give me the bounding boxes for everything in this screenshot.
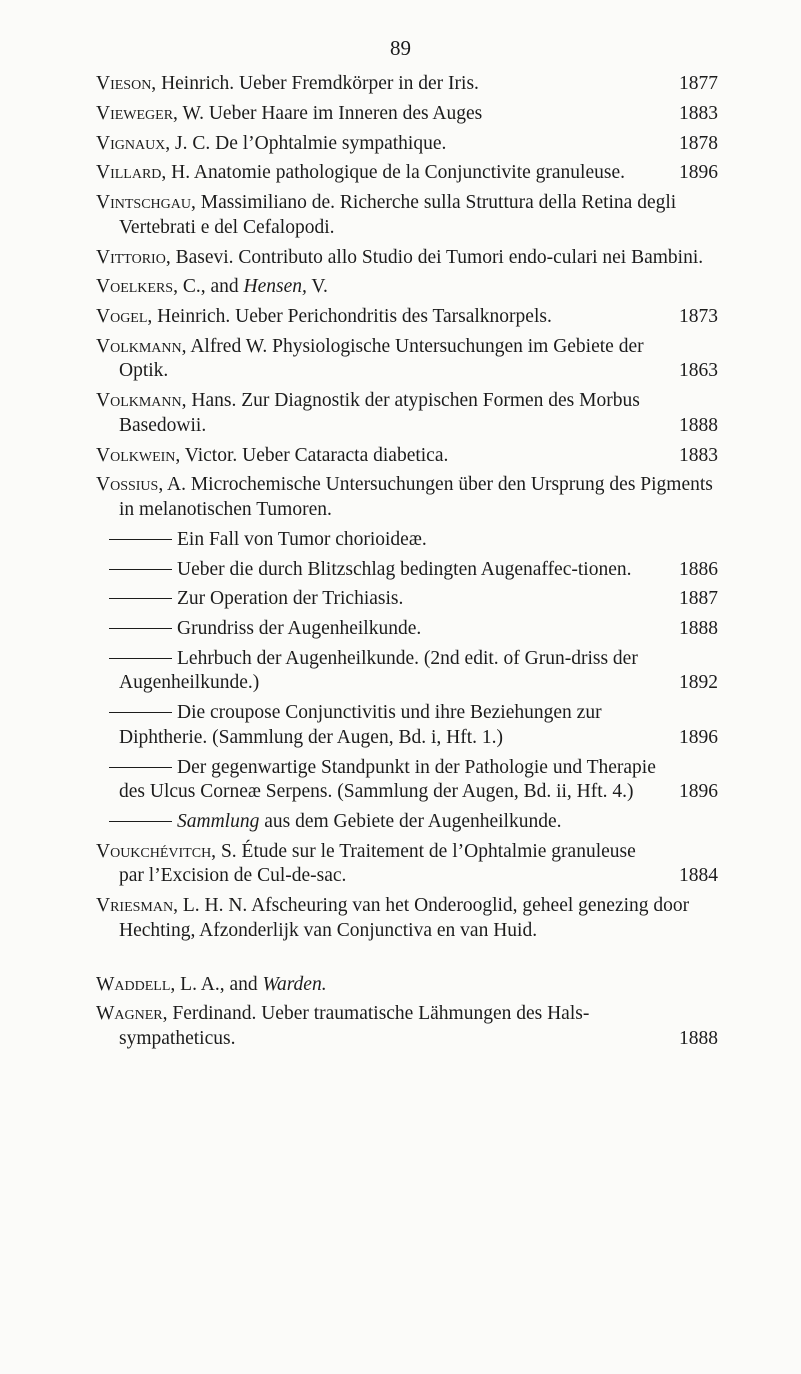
ditto-dash (109, 821, 172, 822)
entry-title: L. H. N. Afscheuring van het Onderooglid, geheel genezing door Hechting, Afzonderlijk van Conjunctiva en van Huid. (119, 895, 690, 941)
entry-title: Heinrich. Ueber Fremdkörper in der Iris. (156, 73, 479, 94)
entry-year: 1877 (679, 73, 718, 94)
ditto-dash (109, 658, 172, 659)
entry-text (96, 275, 718, 300)
entry-author: Wagner, (96, 1003, 168, 1025)
bibliography-entry (96, 617, 718, 642)
bibliography-entry (96, 840, 718, 889)
entry-title: C., and (177, 276, 244, 298)
entry-title: W. Ueber Haare im Inneren des Auges (177, 102, 483, 124)
section-gap (96, 949, 718, 973)
entry-text (96, 389, 718, 438)
entry-year: 1884 (679, 865, 718, 887)
entry-text (96, 647, 718, 696)
entry-author: Villard, (96, 162, 167, 184)
entry-title: L. A., and (175, 973, 263, 995)
entry-year: 1883 (679, 102, 718, 124)
entry-author: Vintschgau, (96, 192, 196, 214)
entry-title: S. Étude sur le Traitement de l’Ophtalmie granuleuse par l’Excision de Cul-de-sac. (119, 840, 636, 887)
page-number: 89 (390, 36, 411, 60)
entry-title: Victor. Ueber Cataracta diabetica. (180, 444, 449, 466)
entry-text (96, 444, 718, 469)
entry-author: Voukchévitch, (96, 840, 217, 862)
entry-author: Volkmann, (96, 390, 187, 412)
entry-author: Vriesman, (96, 895, 178, 917)
entry-title: A. Microchemische Untersuchungen über den Ursprung des Pigments in melanotischen Tumoren. (119, 474, 713, 520)
entry-title: Grundriss der Augenheilkunde. (177, 618, 422, 640)
bibliography-entry (96, 389, 718, 438)
entry-title: Ein Fall von Tumor chorioideæ. (177, 528, 427, 550)
entry-text (96, 701, 718, 750)
entry-text (96, 894, 718, 943)
entry-title: Alfred W. Physiologische Untersuchungen im Gebiete der Optik. (119, 335, 644, 382)
ditto-dash (109, 628, 172, 629)
entry-text (96, 1002, 718, 1051)
entry-title-cont: aus dem Gebiete der Augenheilkunde. (259, 811, 562, 832)
entry-title-cont: V. (306, 276, 328, 298)
bibliography-entry (96, 305, 718, 330)
entry-year: 1887 (679, 588, 718, 610)
bibliography-entry (96, 1002, 718, 1051)
entry-title: Ueber die durch Blitzschlag bedingten Augenaffec-tionen. (177, 558, 632, 580)
entry-text (96, 102, 718, 127)
entry-title: J. C. De l’Ophtalmie sympathique. (170, 132, 447, 154)
entry-italic: Warden. (262, 973, 327, 995)
bibliography-entry (96, 72, 718, 97)
entry-author: Volkmann, (96, 335, 187, 357)
entry-title: Zur Operation der Trichiasis. (177, 588, 404, 610)
entry-text (96, 528, 718, 553)
entry-text (96, 756, 718, 805)
entry-title: Die croupose Conjunctivitis und ihre Beziehungen zur Diphtherie. (Sammlung der Augen, Bd. i, Hft. 1.) (119, 702, 602, 748)
entry-author: Vittorio, (96, 246, 171, 268)
entry-text (96, 473, 718, 522)
entry-title: Hans. Zur Diagnostik der atypischen Formen des Morbus Basedowii. (119, 390, 640, 436)
bibliography-entry (96, 647, 718, 696)
ditto-dash (109, 569, 172, 570)
entry-year: 1892 (679, 672, 718, 694)
entry-year: 1883 (679, 444, 718, 466)
entry-italic: Hensen, (243, 276, 307, 298)
entry-text (96, 558, 718, 583)
ditto-dash (109, 712, 172, 713)
bibliography-entry (96, 473, 718, 522)
entry-title: Massimiliano de. Richerche sulla Struttura della Retina degli Vertebrati e del Cefalopodi. (119, 192, 677, 238)
entry-title: Lehrbuch der Augenheilkunde. (2nd edit. of Grun-driss der Augenheilkunde.) (119, 647, 638, 694)
entry-year: 1886 (679, 558, 718, 580)
entry-year: 1896 (679, 726, 718, 748)
entry-text (96, 840, 718, 889)
bibliography-entry (96, 894, 718, 943)
bibliography-entry (96, 810, 718, 835)
bibliography-entry (96, 191, 718, 240)
entry-year: 1896 (679, 162, 718, 184)
entry-text (96, 617, 718, 642)
entry-title: Heinrich. Ueber Perichondritis des Tarsalknorpels. (152, 306, 552, 328)
bibliography-entry (96, 587, 718, 612)
entry-text (96, 161, 718, 186)
entry-text (96, 191, 718, 240)
ditto-dash (109, 598, 172, 599)
entry-year: 1863 (679, 360, 718, 382)
bibliography-entry (96, 102, 718, 127)
entry-author: Volkwein, (96, 444, 181, 466)
entry-author: Vignaux, (96, 132, 171, 154)
entry-text (96, 335, 718, 384)
bibliography-entry (96, 246, 718, 271)
entry-italic: Sammlung (177, 811, 260, 832)
entry-author: Vogel, (96, 306, 153, 328)
entry-year: 1888 (679, 618, 718, 640)
entry-text (96, 587, 718, 612)
entry-author: Vieweger, (96, 102, 178, 124)
bibliography-entry (96, 756, 718, 805)
bibliography-entry (96, 275, 718, 300)
entry-text (96, 132, 718, 157)
bibliography-entry (96, 701, 718, 750)
entry-author: Vieson, (96, 73, 157, 94)
entry-year: 1888 (679, 414, 718, 436)
entry-text (96, 810, 718, 835)
entry-title: Ferdinand. Ueber traumatische Lähmungen des Hals-sympatheticus. (119, 1003, 590, 1049)
entry-text (96, 305, 718, 330)
entry-year: 1888 (679, 1027, 718, 1049)
bibliography-entry (96, 132, 718, 157)
entry-author: Vossius, (96, 474, 164, 496)
entry-year: 1873 (679, 306, 718, 328)
ditto-dash (109, 539, 172, 540)
bibliography-entry (96, 973, 718, 998)
entry-title: Der gegenwartige Standpunkt in der Pathologie und Therapie des Ulcus Corneæ Serpens. (Sammlung der Augen, Bd. ii, Hft. 4.) (119, 756, 656, 803)
entry-text (96, 973, 718, 998)
entry-year: 1896 (679, 781, 718, 803)
entry-text (96, 246, 718, 271)
entry-text (96, 72, 718, 97)
entry-title: H. Anatomie pathologique de la Conjunctivite granuleuse. (166, 162, 625, 184)
bibliography-entry (96, 444, 718, 469)
entry-author: Waddell, (96, 973, 176, 995)
bibliography-entry (96, 335, 718, 384)
entry-title: Basevi. Contributo allo Studio dei Tumori endo-culari nei Bambini. (170, 246, 704, 268)
bibliography-entry (96, 161, 718, 186)
entry-author: Voelkers, (96, 276, 178, 298)
bibliography-list (96, 72, 718, 1057)
ditto-dash (109, 767, 172, 768)
bibliography-entry (96, 528, 718, 553)
bibliography-entry (96, 558, 718, 583)
entry-year: 1878 (679, 132, 718, 154)
